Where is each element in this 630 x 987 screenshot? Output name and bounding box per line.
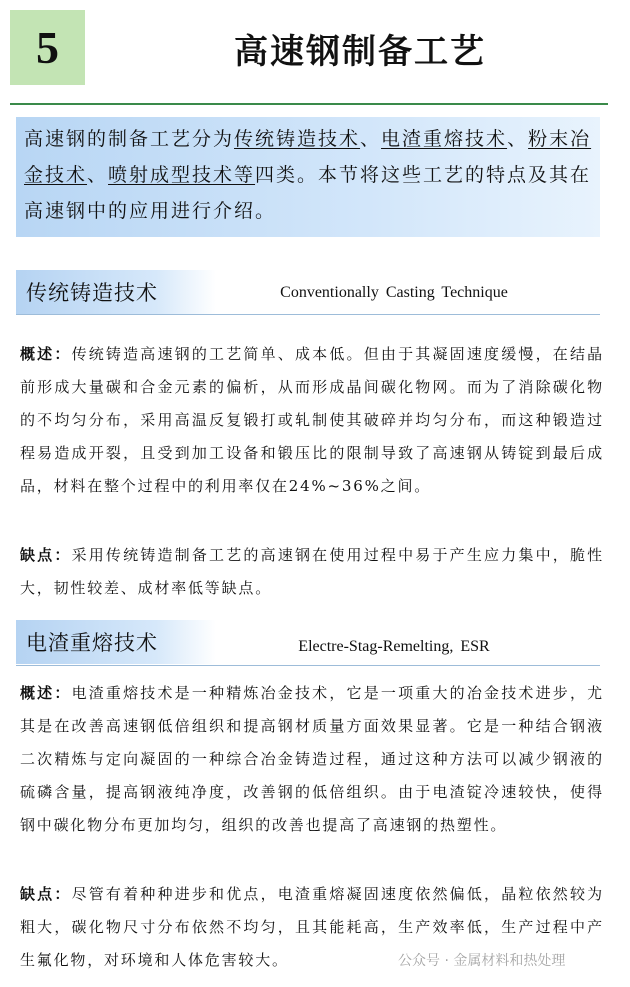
drawback-text: 尽管有着种种进步和优点，电渣重熔凝固速度依然偏低，晶粒依然较为粗大，碳化物尺寸分布依然不均匀，且其能耗高，生产效率低，生产过程中产生氟化物，对环境和人体危害较大。 — [20, 885, 604, 969]
section-heading-casting: 传统铸造技术 — [16, 270, 216, 314]
section-divider — [16, 314, 600, 315]
esr-overview — [20, 677, 604, 842]
intro-text-tail: 四类。本节将这些工艺的特点及其在高速钢中的应用进行介绍。 — [24, 164, 592, 222]
drawback-label: 缺点： — [20, 885, 72, 903]
overview-text: 电渣重熔技术是一种精炼冶金技术，它是一项重大的冶金技术进步，尤其是在改善高速钢低倍组织和提高钢材质量方面效果显著。它是一种结合钢液二次精炼与定向凝固的一种综合冶金铸造过程，通过这种方法可以减少钢液的硫磷含量，提高钢液纯净度，改善钢的低倍组织。由于电渣锭冷速较快，使得钢中碳化物分布更加均匀，组织的改善也提高了高速钢的热塑性。 — [20, 684, 604, 834]
section-subtitle-casting: Conventionally Casting Technique — [280, 284, 508, 301]
intro-tech-powder: 粉末冶金技术 — [24, 128, 592, 186]
section-divider — [16, 665, 600, 666]
drawback-text: 采用传统铸造制备工艺的高速钢在使用过程中易于产生应力集中，脆性大，韧性较差、成材率低等缺点。 — [20, 546, 604, 597]
intro-sep: 、 — [360, 128, 382, 150]
overview-label: 概述： — [20, 684, 72, 702]
intro-tech-casting: 传统铸造技术 — [234, 128, 361, 150]
drawback-label: 缺点： — [20, 546, 72, 564]
watermark: 公众号 · 金属材料和热处理 — [398, 953, 566, 969]
page-title: 高速钢制备工艺 — [234, 32, 486, 72]
section-number-badge: 5 — [10, 10, 85, 85]
intro-tech-spray: 喷射成型技术等 — [108, 164, 256, 186]
title-divider — [10, 103, 608, 105]
intro-sep: 、 — [87, 164, 109, 186]
intro-box — [16, 117, 600, 237]
section-heading-esr: 电渣重熔技术 — [16, 620, 216, 664]
section-subtitle-esr: Electre-Stag-Remelting, ESR — [298, 638, 490, 655]
intro-sep: 、 — [507, 128, 529, 150]
overview-label: 概述： — [20, 345, 72, 363]
intro-tech-esr: 电渣重熔技术 — [381, 128, 508, 150]
intro-text-lead: 高速钢的制备工艺分为 — [24, 128, 235, 150]
overview-text: 传统铸造高速钢的工艺简单、成本低。但由于其凝固速度缓慢，在结晶前形成大量碳和合金元素的偏析，从而形成晶间碳化物网。而为了消除碳化物的不均匀分布，采用高温反复锻打或轧制使其破碎并均匀分布，而这种锻造过程易造成开裂，且受到加工设备和锻压比的限制导致了高速钢从铸锭到最后成品，材料在整个过程中的利用率仅在24%~36%之间。 — [20, 345, 604, 495]
casting-overview — [20, 338, 604, 503]
casting-drawback — [20, 539, 604, 605]
